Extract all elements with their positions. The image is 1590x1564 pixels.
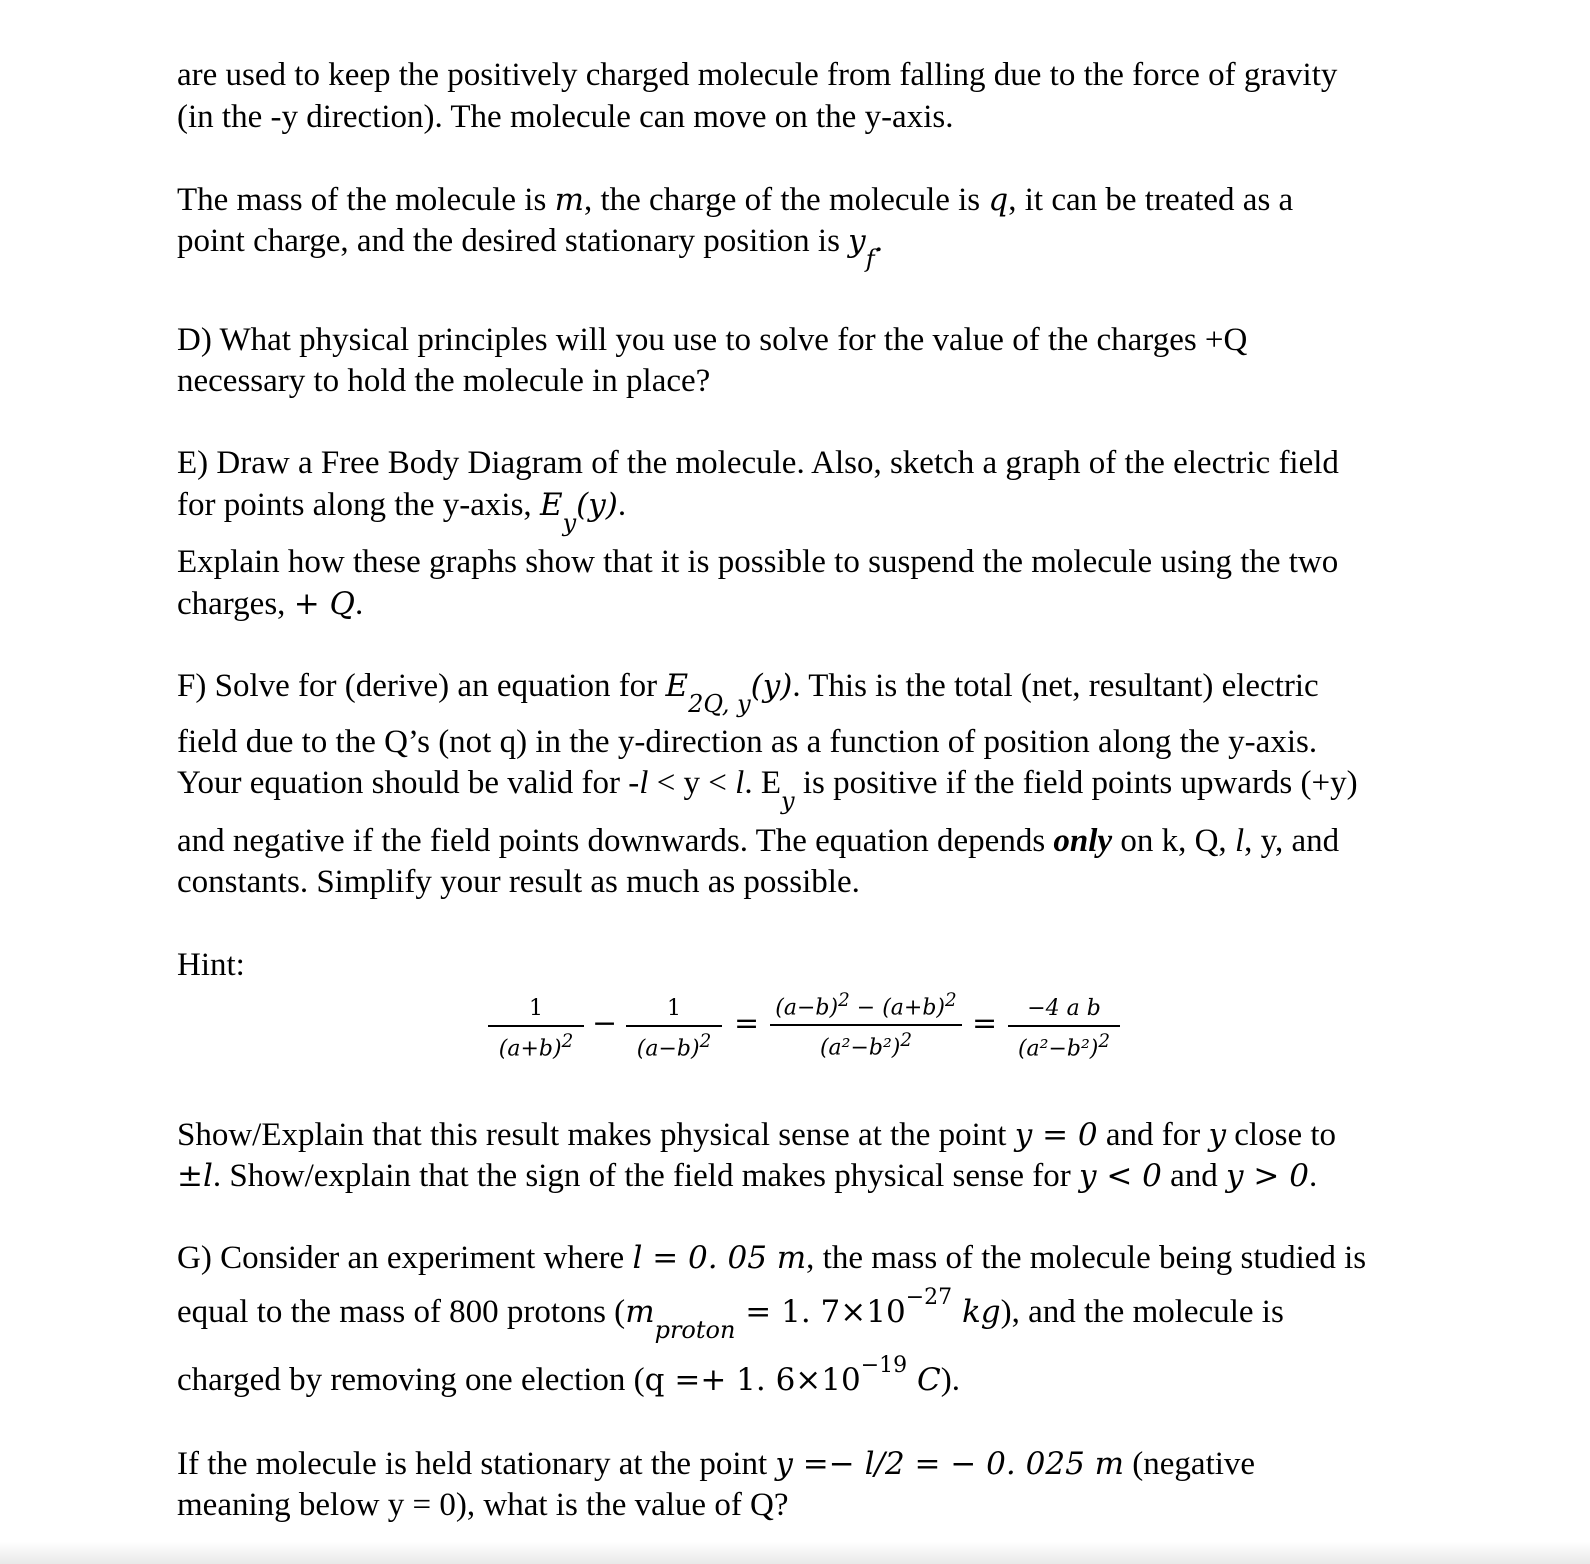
hint-label: Hint: <box>177 947 245 983</box>
part-f-line-1: F) Solve for (derive) an equation for $E_{2Q, y}(y)$. This is the total (net, resultant) electric <box>177 668 1319 718</box>
final-line-2: meaning below y = 0), what is the value of Q? <box>177 1487 789 1523</box>
intro-line-2: (in the -y direction). The molecule can move on the y-axis. <box>177 99 954 135</box>
part-g-line-2: equal to the mass of 800 protons ($m_{proton} = 1$. $7\times 10^{-27}$ kg), and the molecule is <box>177 1285 1284 1344</box>
part-g-line-1: G) Consider an experiment where l = 0. 05 m, the mass of the molecule being studied is <box>177 1240 1367 1276</box>
part-f-line-5: constants. Simplify your result as much as possible. <box>177 864 860 900</box>
part-f-line-3: Your equation should be valid for -l < y < l. $E_y$ is positive if the field points upwards (+y) <box>177 765 1358 815</box>
part-d-line-1: D) What physical principles will you use to solve for the value of the charges +Q <box>177 322 1248 358</box>
hint-minus: − <box>592 1006 618 1041</box>
part-d-line-2: necessary to hold the molecule in place? <box>177 363 711 399</box>
part-e-line-2: for points along the y-axis, $E_y(y)$. <box>177 487 627 537</box>
part-e-line-4: charges, + Q. <box>177 586 364 622</box>
intro-line-1: are used to keep the positively charged molecule from falling due to the force of gravity <box>177 57 1338 93</box>
part-g-line-3: charged by removing one election (q =+ 1. $6\times 10^{-19}$ C). <box>177 1353 960 1398</box>
hint-equals-2: = <box>972 1006 998 1041</box>
final-line-1: If the molecule is held stationary at the point y =− l/2 = − 0. 025 m (negative <box>177 1446 1256 1482</box>
part-f-line-4: and negative if the field points downwards. The equation depends only on k, Q, l, y, and <box>177 823 1340 859</box>
hint-fraction-4: $\frac{\text{−4 a b}}{(a^2-b^2)^2}$ <box>1008 996 1120 1061</box>
part-e-line-1: E) Draw a Free Body Diagram of the molecule. Also, sketch a graph of the electric field <box>177 445 1339 481</box>
show-line-2: ±l. Show/explain that the sign of the field makes physical sense for y < 0 and y > 0. <box>177 1158 1318 1194</box>
hint-fraction-2: $\frac{1}{(a-b)^2}$ <box>626 996 722 1061</box>
show-line-1: Show/Explain that this result makes physical sense at the point y = 0 and for y close to <box>177 1117 1337 1153</box>
part-e-line-3: Explain how these graphs show that it is possible to suspend the molecule using the two <box>177 544 1339 580</box>
hint-equals-1: = <box>734 1006 760 1041</box>
page-bottom-edge <box>0 1542 1590 1564</box>
mass-line-1: The mass of the molecule is m, the charge of the molecule is q, it can be treated as a <box>177 182 1294 218</box>
hint-fraction-3: $\frac{(a-b)^2 - (a+b)^2}{(a^2-b^2)^2}$ <box>770 990 962 1061</box>
hint-fraction-1: $\frac{1}{(a+b)^2}$ <box>488 996 584 1061</box>
part-f-line-2: field due to the Q’s (not q) in the y-direction as a function of position along the y-axis. <box>177 724 1318 760</box>
mass-line-2: point charge, and the desired stationary position is $y_f$. <box>177 223 883 273</box>
